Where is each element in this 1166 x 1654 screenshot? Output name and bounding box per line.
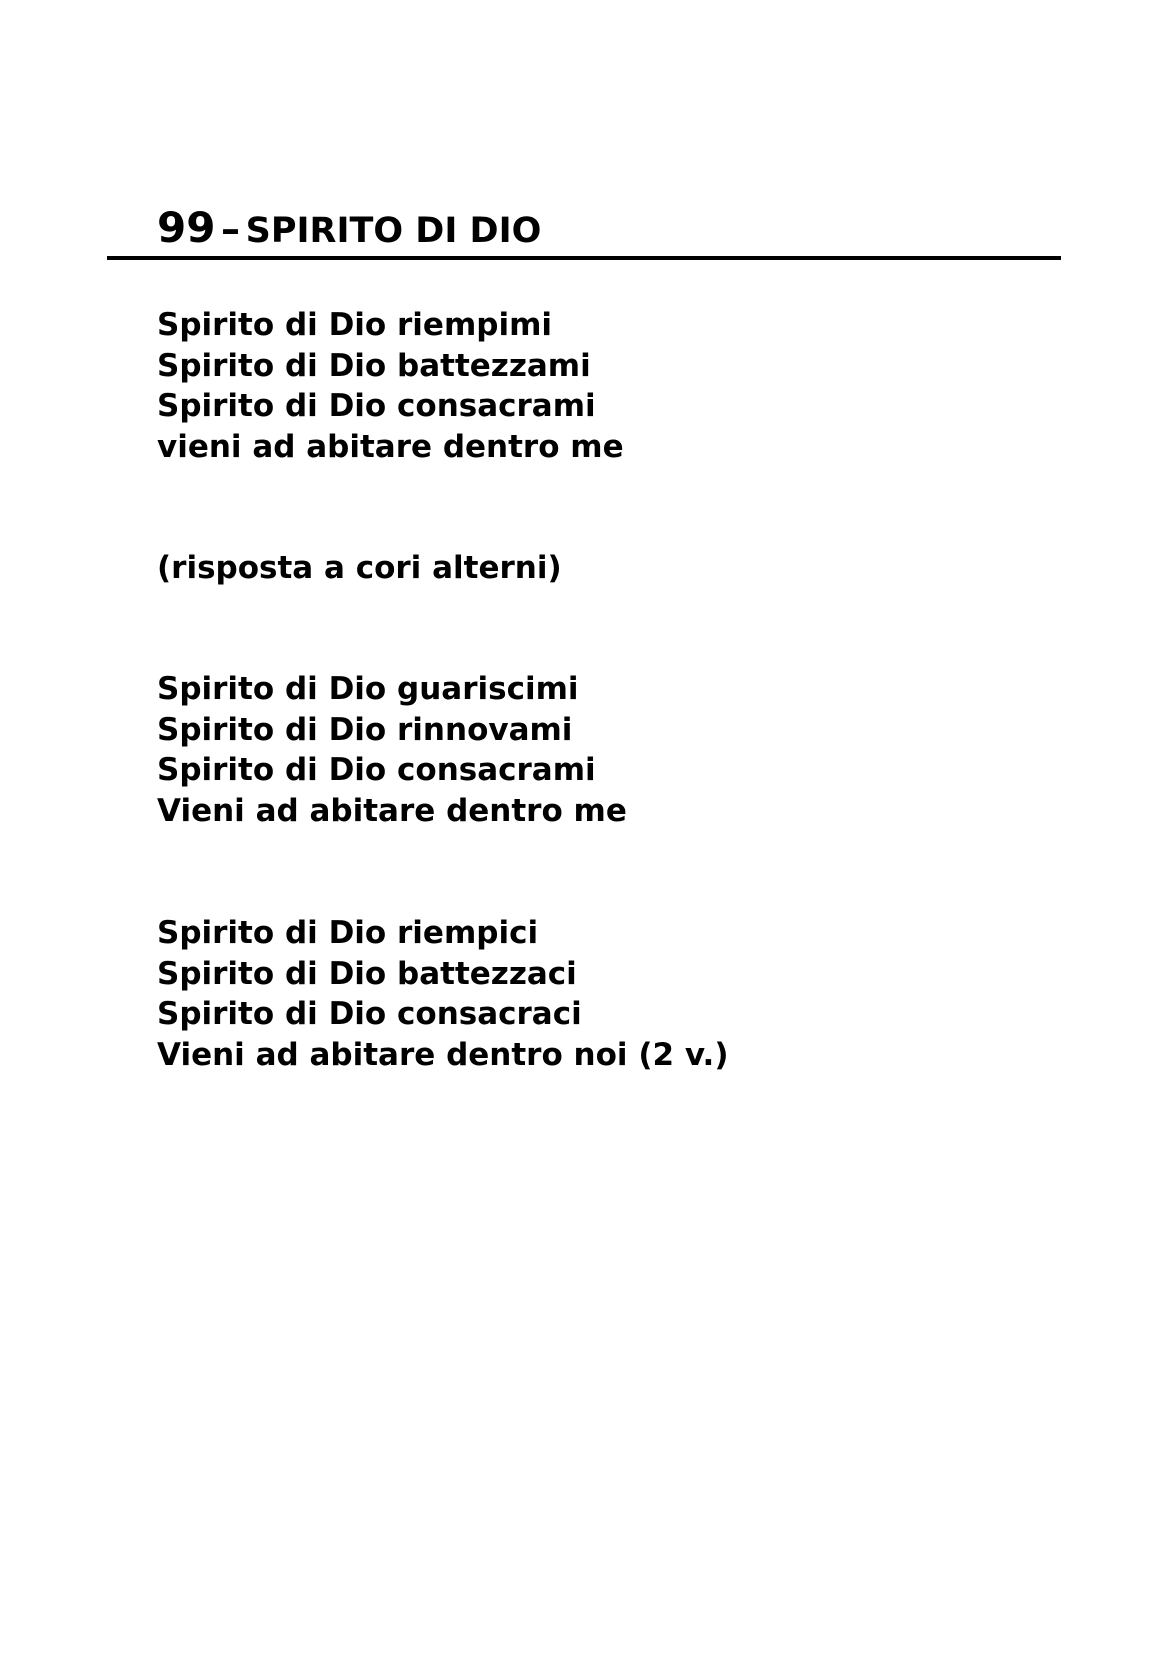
stanza-1 bbox=[157, 305, 624, 467]
song-number: 99 bbox=[157, 203, 216, 252]
lyric-line: Spirito di Dio guariscimi bbox=[157, 671, 579, 707]
stanza-note bbox=[157, 548, 562, 589]
lyric-line: Spirito di Dio consacraci bbox=[157, 996, 582, 1032]
lyric-line: Spirito di Dio rinnovami bbox=[157, 711, 573, 748]
performance-note: (risposta a cori alterni) bbox=[157, 550, 562, 586]
title-separator: – bbox=[221, 207, 241, 251]
stanza-3 bbox=[157, 913, 729, 1075]
lyric-line: Spirito di Dio riempimi bbox=[157, 307, 553, 343]
lyric-line: Spirito di Dio riempici bbox=[157, 915, 539, 951]
song-heading bbox=[157, 203, 542, 252]
lyric-line: Vieni ad abitare dentro me bbox=[157, 792, 627, 829]
lyric-line: vieni ad abitare dentro me bbox=[157, 428, 624, 465]
lyric-line: Spirito di Dio battezzaci bbox=[157, 955, 577, 992]
title-underline bbox=[107, 256, 1061, 260]
lyric-line: Vieni ad abitare dentro noi (2 v.) bbox=[157, 1036, 729, 1073]
lyric-line: Spirito di Dio consacrami bbox=[157, 752, 596, 788]
lyric-line: Spirito di Dio battezzami bbox=[157, 347, 591, 384]
song-title: SPIRITO DI DIO bbox=[245, 211, 542, 251]
stanza-2 bbox=[157, 669, 627, 831]
lyric-line: Spirito di Dio consacrami bbox=[157, 388, 596, 424]
